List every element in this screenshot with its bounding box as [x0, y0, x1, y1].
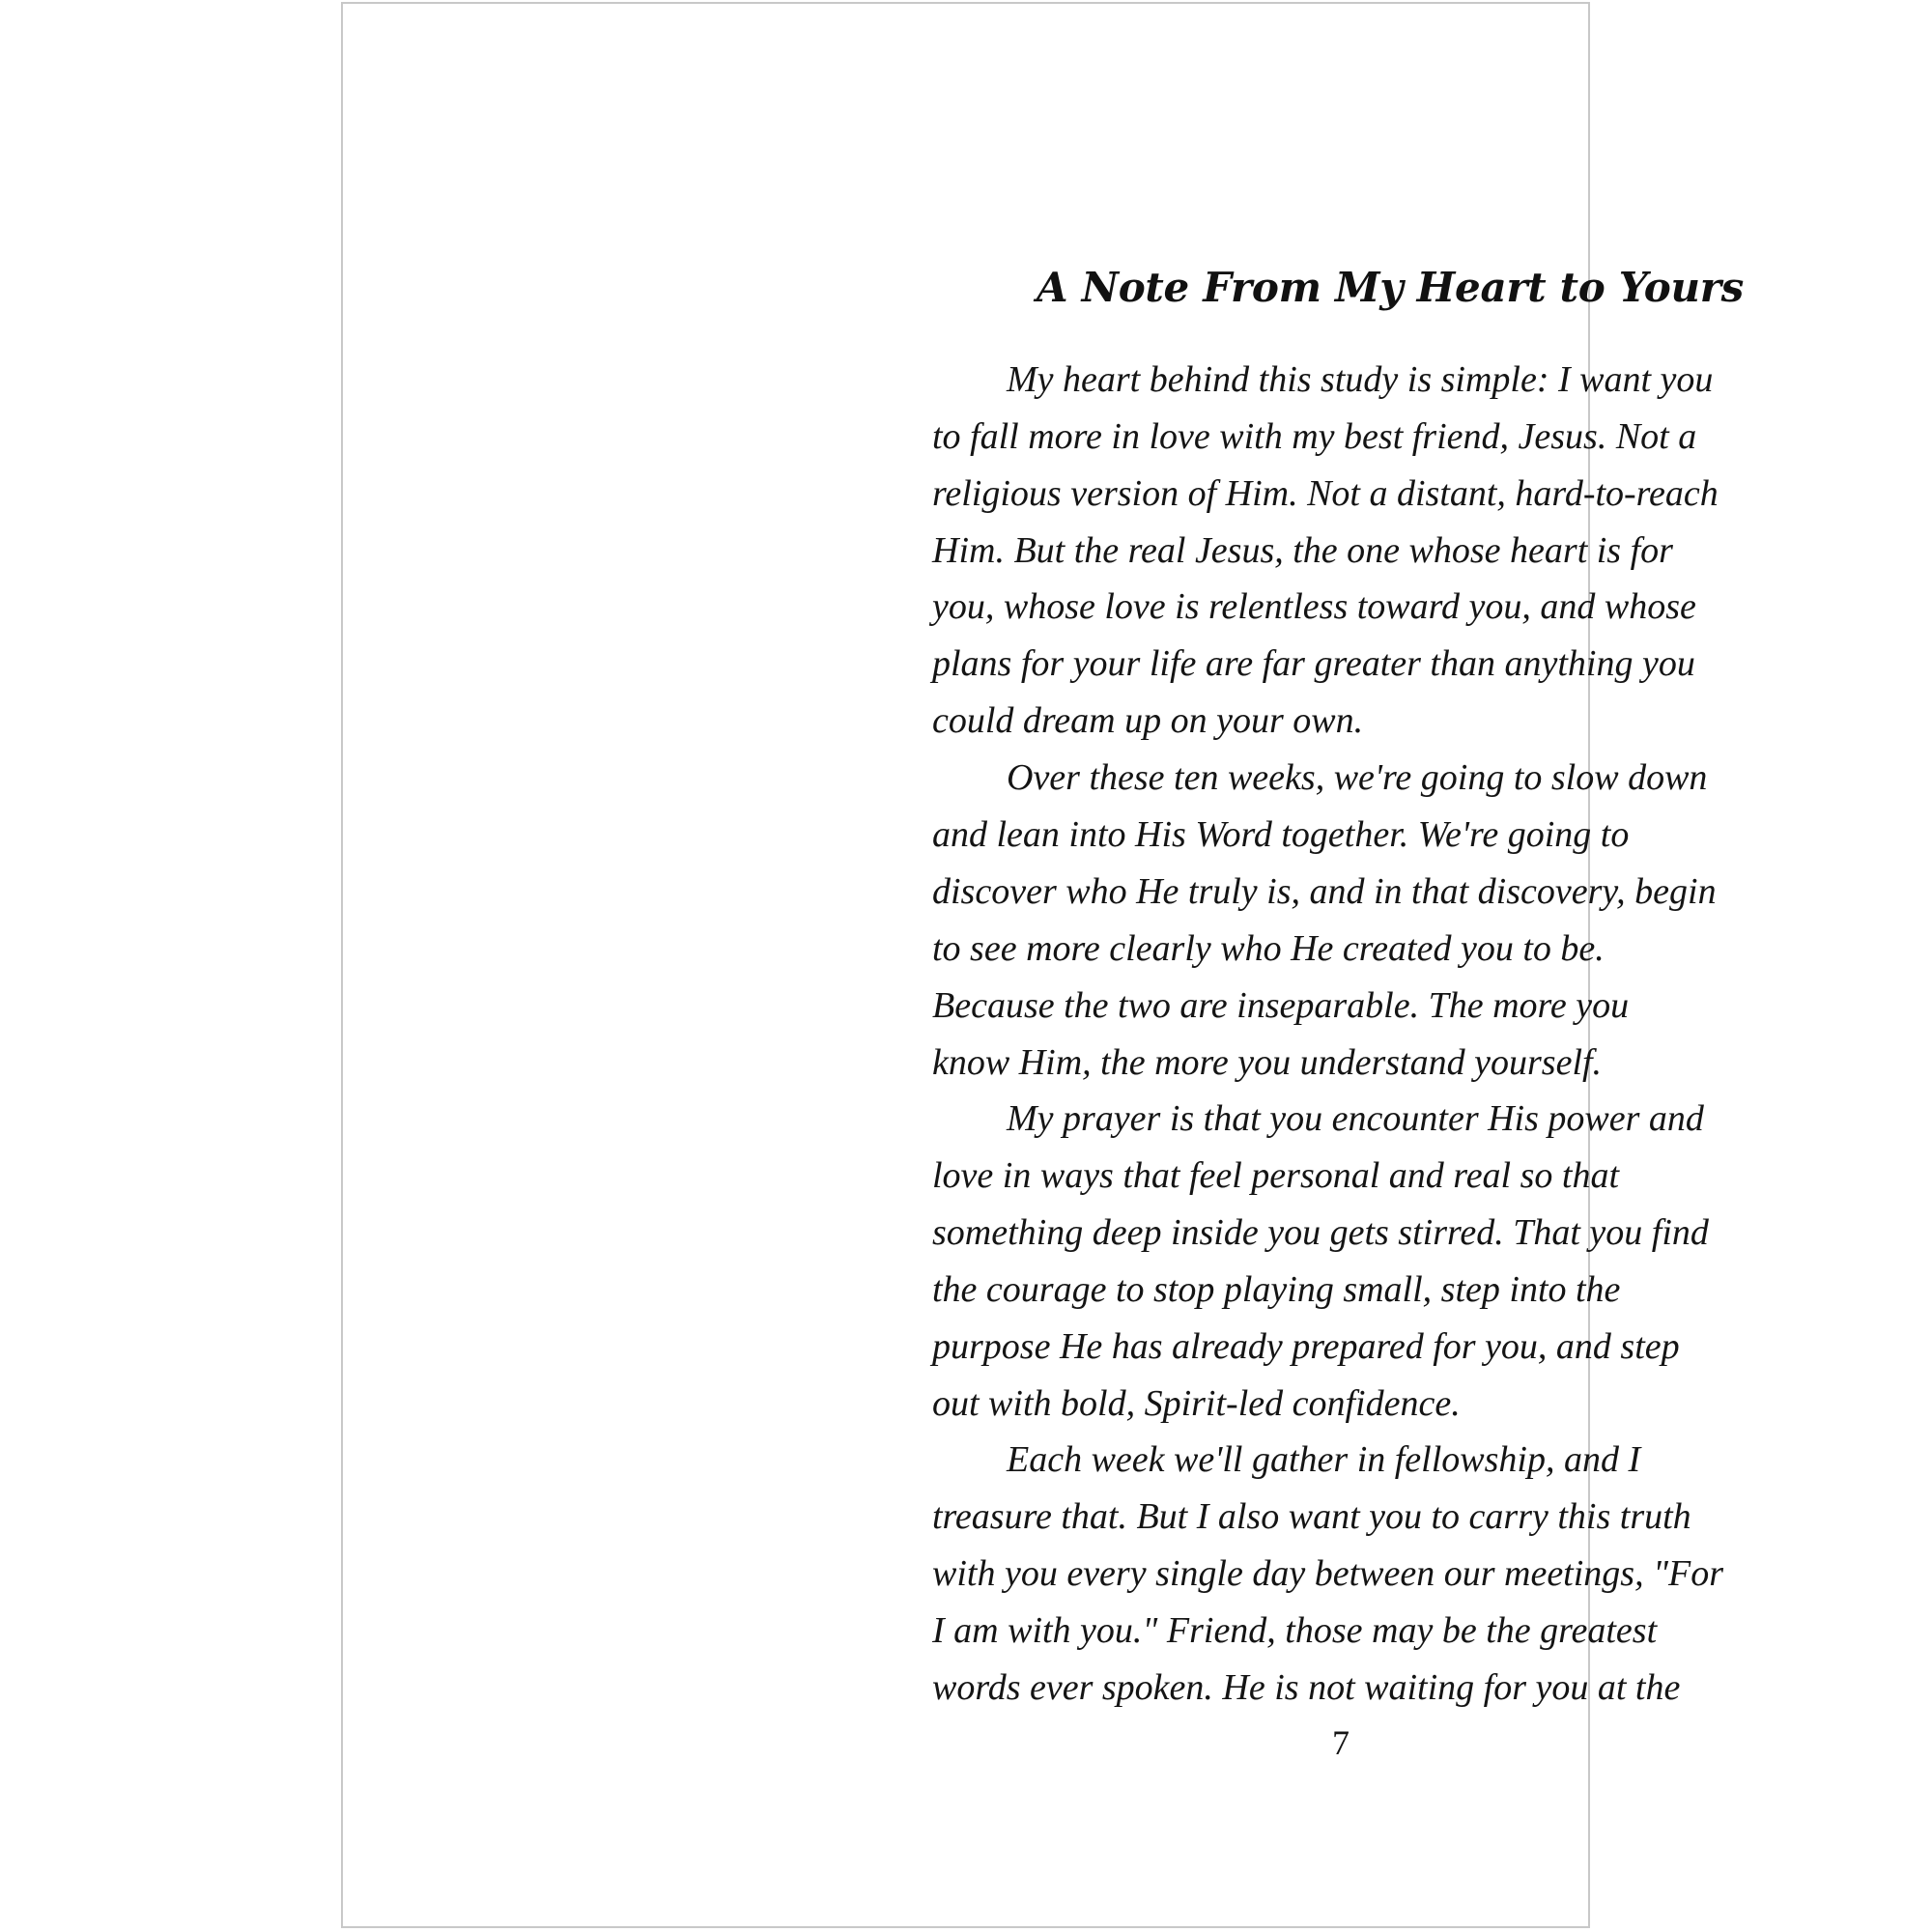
body-text-line: and lean into His Word together. We're going to [932, 814, 1630, 855]
body-text-line: to fall more in love with my best friend, Jesus. Not a [932, 416, 1697, 457]
body-text-line: to see more clearly who He created you to be. [932, 928, 1605, 969]
body-text-line: you, whose love is relentless toward you, and whose [932, 586, 1696, 627]
body-text-line: religious version of Him. Not a distant, hard-to-reach [932, 473, 1719, 514]
body-text-line: discover who He truly is, and in that discovery, begin [932, 871, 1717, 912]
body-text-line: something deep inside you gets stirred. That you find [932, 1212, 1709, 1253]
body-text-line: treasure that. But I also want you to carry this truth [932, 1496, 1691, 1537]
body-text-line: Him. But the real Jesus, the one whose heart is for [932, 530, 1673, 571]
body-text-line: Because the two are inseparable. The more you [932, 985, 1630, 1026]
body-text-line: plans for your life are far greater than anything you [932, 643, 1695, 684]
body-text-line: with you every single day between our meetings, "For [932, 1553, 1724, 1594]
body-text-line: could dream up on your own. [932, 700, 1364, 741]
body-text-line: words ever spoken. He is not waiting for you at the [932, 1667, 1681, 1708]
body-text-line: purpose He has already prepared for you, and step [932, 1326, 1680, 1367]
body-text-line: Each week we'll gather in fellowship, and I [1007, 1439, 1641, 1480]
body-text-line: My prayer is that you encounter His power and [1007, 1098, 1704, 1139]
body-text-line: love in ways that feel personal and real so that [932, 1155, 1620, 1196]
body-text-line: I am with you." Friend, those may be the greatest [932, 1610, 1658, 1651]
page-title: A Note From My Heart to Yours [1037, 264, 1744, 311]
page-number: 7 [1332, 1723, 1350, 1762]
body-text-line: the courage to stop playing small, step into the [932, 1269, 1621, 1310]
body-text-line: out with bold, Spirit-led confidence. [932, 1383, 1461, 1424]
document-page [341, 2, 1744, 1928]
body-text-line: My heart behind this study is simple: I want you [1007, 359, 1714, 400]
body-text-line: know Him, the more you understand yourself. [932, 1042, 1603, 1083]
body-text-line: Over these ten weeks, we're going to slow down [1007, 757, 1708, 798]
